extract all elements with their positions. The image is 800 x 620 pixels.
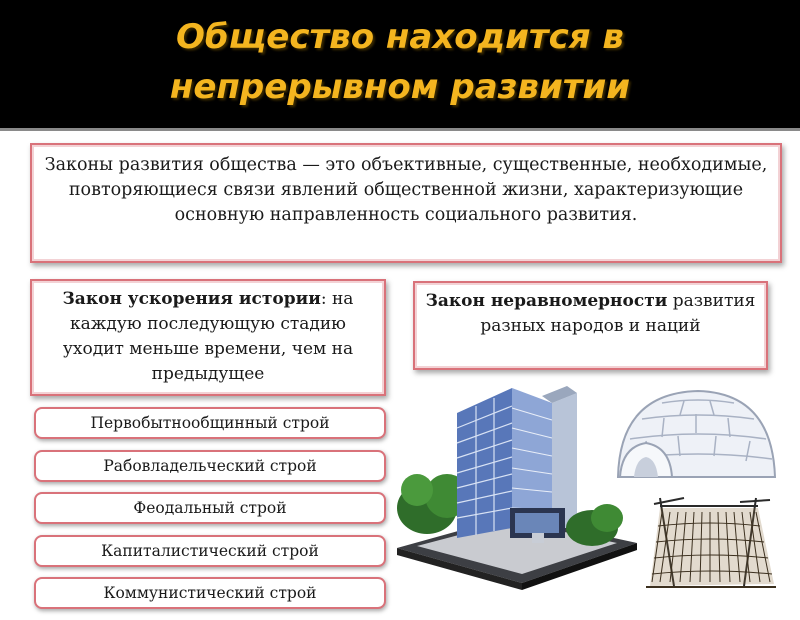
stage-communist: Коммунистический строй [34, 577, 386, 609]
title-line-1: Общество находится в [176, 17, 624, 57]
law-unevenness-title: Закон неравномерности [425, 291, 668, 311]
law-acceleration-box [30, 279, 386, 396]
slide-title [60, 12, 740, 112]
law-acceleration-text: на каждую последующую стадию уходит меньше времени, чем на предыдущее [62, 289, 354, 384]
thatched-hut-illustration [640, 494, 780, 592]
law-unevenness-box [413, 281, 768, 370]
title-line-2: непрерывном развитии [169, 67, 631, 107]
definition-text: Законы развития общества — это объективные, существенные, необходимые, повторяющиеся связи явлений общественной жизни, характеризующие основную направленность социального развития. [44, 155, 768, 225]
stage-slave-owning: Рабовладельческий строй [34, 450, 386, 482]
stage-primitive: Первобытнообщинный строй [34, 407, 386, 439]
igloo-illustration [610, 385, 782, 485]
law-acceleration-colon: : [320, 289, 327, 309]
title-band [0, 0, 800, 131]
stage-feudal: Феодальный строй [34, 492, 386, 524]
office-building-illustration [392, 378, 642, 590]
stage-capitalist: Капиталистический строй [34, 535, 386, 567]
law-acceleration-title: Закон ускорения истории [62, 289, 321, 309]
stages-list [34, 407, 386, 620]
definition-box [30, 143, 782, 263]
law-unevenness-text: развития разных народов и наций [480, 291, 756, 336]
